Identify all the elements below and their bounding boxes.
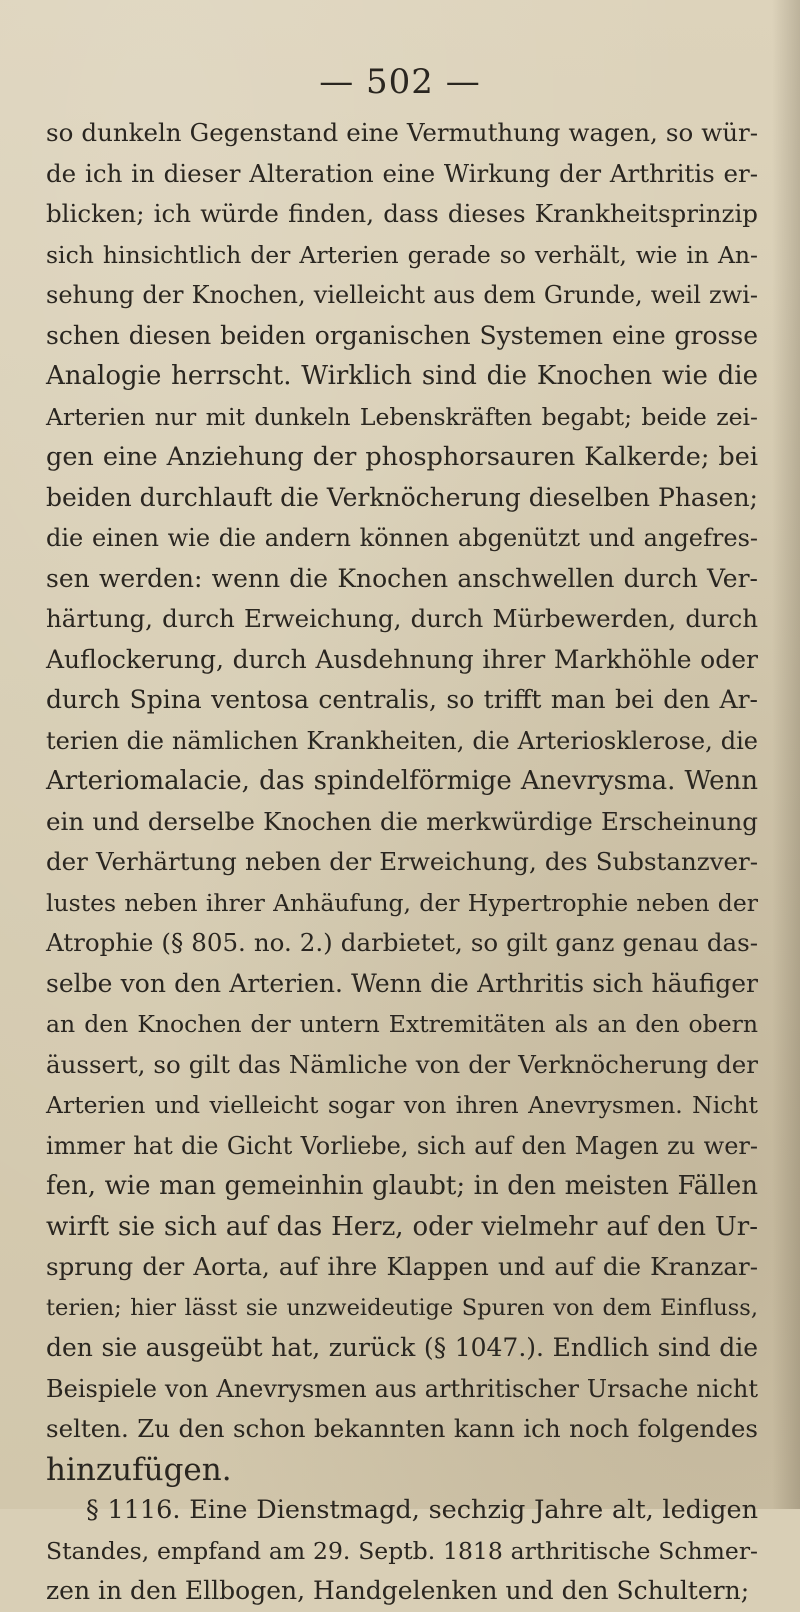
text-line: fen, wie man gemeinhin glaubt; in den meisten Fällen xyxy=(46,1171,758,1201)
text-line: Standes, empfand am 29. Septb. 1818 arthritische Schmer- xyxy=(46,1536,758,1565)
text-line: der Verhärtung neben der Erweichung, des Substanzver- xyxy=(46,847,758,876)
text-line: härtung, durch Erweichung, durch Mürbewerden, durch xyxy=(46,604,758,633)
text-line: schen diesen beiden organischen Systemen eine grosse xyxy=(46,320,758,350)
text-line: sehung der Knochen, vielleicht aus dem Grunde, weil zwi- xyxy=(46,281,758,309)
section-heading-line: § 1116. Eine Dienstmagd, sechzig Jahre alt, ledigen xyxy=(86,1495,758,1525)
text-line: lustes neben ihrer Anhäufung, der Hypertrophie neben der xyxy=(46,888,758,917)
text-line: so dunkeln Gegenstand eine Vermuthung wagen, so wür- xyxy=(46,118,758,147)
text-line: selbe von den Arterien. Wenn die Arthritis sich häufiger xyxy=(46,968,758,998)
text-line: äussert, so gilt das Nämliche von der Verknöcherung der xyxy=(46,1049,758,1079)
text-line: Arteriomalacie, das spindelförmige Anevrysma. Wenn xyxy=(46,766,758,796)
text-line: an den Knochen der untern Extremitäten als an den obern xyxy=(46,1010,758,1038)
text-line: Auflockerung, durch Ausdehnung ihrer Markhöhle oder xyxy=(46,644,758,674)
page-edge-shadow xyxy=(772,0,800,1509)
text-line: blicken; ich würde finden, dass dieses Krankheitsprinzip xyxy=(46,199,758,228)
body-text xyxy=(46,113,758,1612)
text-line: durch Spina ventosa centralis, so trifft man bei den Ar- xyxy=(46,685,758,714)
text-line: Analogie herrscht. Wirklich sind die Knochen wie die xyxy=(46,361,758,391)
text-line: sen werden: wenn die Knochen anschwellen durch Ver- xyxy=(46,563,758,593)
paragraph-end-line: hinzufügen. xyxy=(46,1451,232,1488)
text-line: zen in den Ellbogen, Handgelenken und den Schultern; xyxy=(46,1576,750,1605)
text-line: den sie ausgeübt hat, zurück (§ 1047.). Endlich sind die xyxy=(46,1333,758,1362)
text-line: Atrophie (§ 805. no. 2.) darbietet, so gilt ganz genau das- xyxy=(46,928,758,957)
text-line: ein und derselbe Knochen die merkwürdige Erscheinung xyxy=(46,806,758,836)
text-line: immer hat die Gicht Vorliebe, sich auf den Magen zu wer- xyxy=(46,1131,758,1160)
text-line: Arterien und vielleicht sogar von ihren Anevrysmen. Nicht xyxy=(46,1091,758,1119)
text-line: de ich in dieser Alteration eine Wirkung der Arthritis er- xyxy=(46,158,758,188)
text-line: terien; hier lässt sie unzweideutige Spuren von dem Einfluss, xyxy=(46,1294,758,1321)
text-line: terien die nämlichen Krankheiten, die Arteriosklerose, die xyxy=(46,726,758,755)
text-line: Beispiele von Anevrysmen aus arthritischer Ursache nicht xyxy=(46,1374,758,1403)
text-line: sprung der Aorta, auf ihre Klappen und auf die Kranzar- xyxy=(46,1252,758,1281)
text-line: Arterien nur mit dunkeln Lebenskräften begabt; beide zei- xyxy=(46,402,758,431)
page-number: — 502 — xyxy=(319,62,481,102)
text-line: sich hinsichtlich der Arterien gerade so verhält, wie in An- xyxy=(46,240,758,269)
text-line: die einen wie die andern können abgenützt und angefres- xyxy=(46,524,758,552)
text-line: selten. Zu den schon bekannten kann ich noch folgendes xyxy=(46,1414,758,1443)
text-line: beiden durchlauft die Verknöcherung dieselben Phasen; xyxy=(46,482,758,512)
text-line: gen eine Anziehung der phosphorsauren Kalkerde; bei xyxy=(46,442,758,472)
text-line: wirft sie sich auf das Herz, oder vielmehr auf den Ur- xyxy=(46,1211,758,1242)
